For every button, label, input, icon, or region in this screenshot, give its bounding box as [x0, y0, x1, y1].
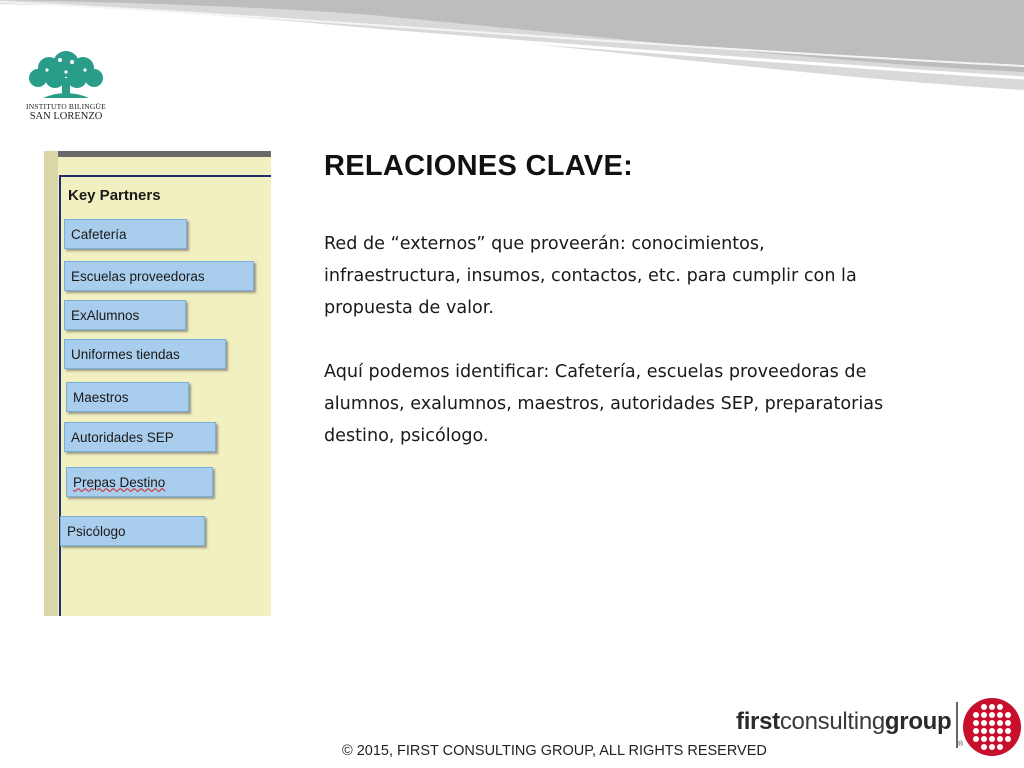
- partner-label: Psicólogo: [67, 523, 126, 539]
- partner-card-psicologo: [60, 516, 205, 546]
- partner-label: Cafetería: [71, 226, 127, 242]
- partner-label: Prepas Destino: [73, 474, 166, 490]
- school-logo: [22, 48, 110, 128]
- canvas-top-border: [44, 151, 271, 157]
- canvas-left-strip: [44, 151, 58, 616]
- partner-label: ExAlumnos: [71, 307, 140, 323]
- logo-line2: SAN LORENZO: [29, 111, 103, 122]
- brand-group: group: [884, 708, 952, 735]
- registered-mark: ®: [958, 741, 964, 748]
- brand-dots-logo-icon: [962, 698, 1022, 756]
- paragraph-2: Aquí podemos identificar: Cafetería, escuelas proveedoras de alumnos, exalumnos, maestros, autoridades SEP, preparatorias destino, psicólogo.: [324, 362, 884, 446]
- partner-card-autoridades: [64, 422, 216, 452]
- tree-icon: [25, 48, 107, 102]
- copyright-text: © 2015, FIRST CONSULTING GROUP, ALL RIGHTS RESERVED: [342, 743, 767, 759]
- partner-label: Uniformes tiendas: [71, 346, 180, 362]
- key-partners-title: Key Partners: [68, 187, 161, 204]
- partner-card-exalumnos: [64, 300, 186, 330]
- partner-card-prepas: [66, 467, 213, 497]
- partner-card-uniformes: [64, 339, 226, 369]
- brand-first: first: [736, 708, 780, 735]
- slide-body: [324, 228, 904, 452]
- frame-left-line: [59, 175, 61, 616]
- frame-top-line: [59, 175, 271, 177]
- partner-card-maestros: [66, 382, 189, 412]
- brand-consulting: consulting: [779, 708, 885, 735]
- paragraph-1: Red de “externos” que proveerán: conocimientos, infraestructura, insumos, contactos, etc. para cumplir con la propuesta de valor.: [324, 234, 857, 318]
- brand-wordmark: [736, 708, 951, 736]
- partner-label: Escuelas proveedoras: [71, 268, 205, 284]
- slide-heading: RELACIONES CLAVE:: [324, 150, 634, 182]
- header-swoosh: [0, 0, 1024, 110]
- key-partners-image: [44, 151, 271, 616]
- partner-card-cafeteria: [64, 219, 187, 249]
- partner-label: Maestros: [73, 389, 129, 405]
- partner-card-escuelas: [64, 261, 254, 291]
- partner-label: Autoridades SEP: [71, 429, 174, 445]
- logo-line1: INSTITUTO BILINGÜE: [26, 102, 106, 111]
